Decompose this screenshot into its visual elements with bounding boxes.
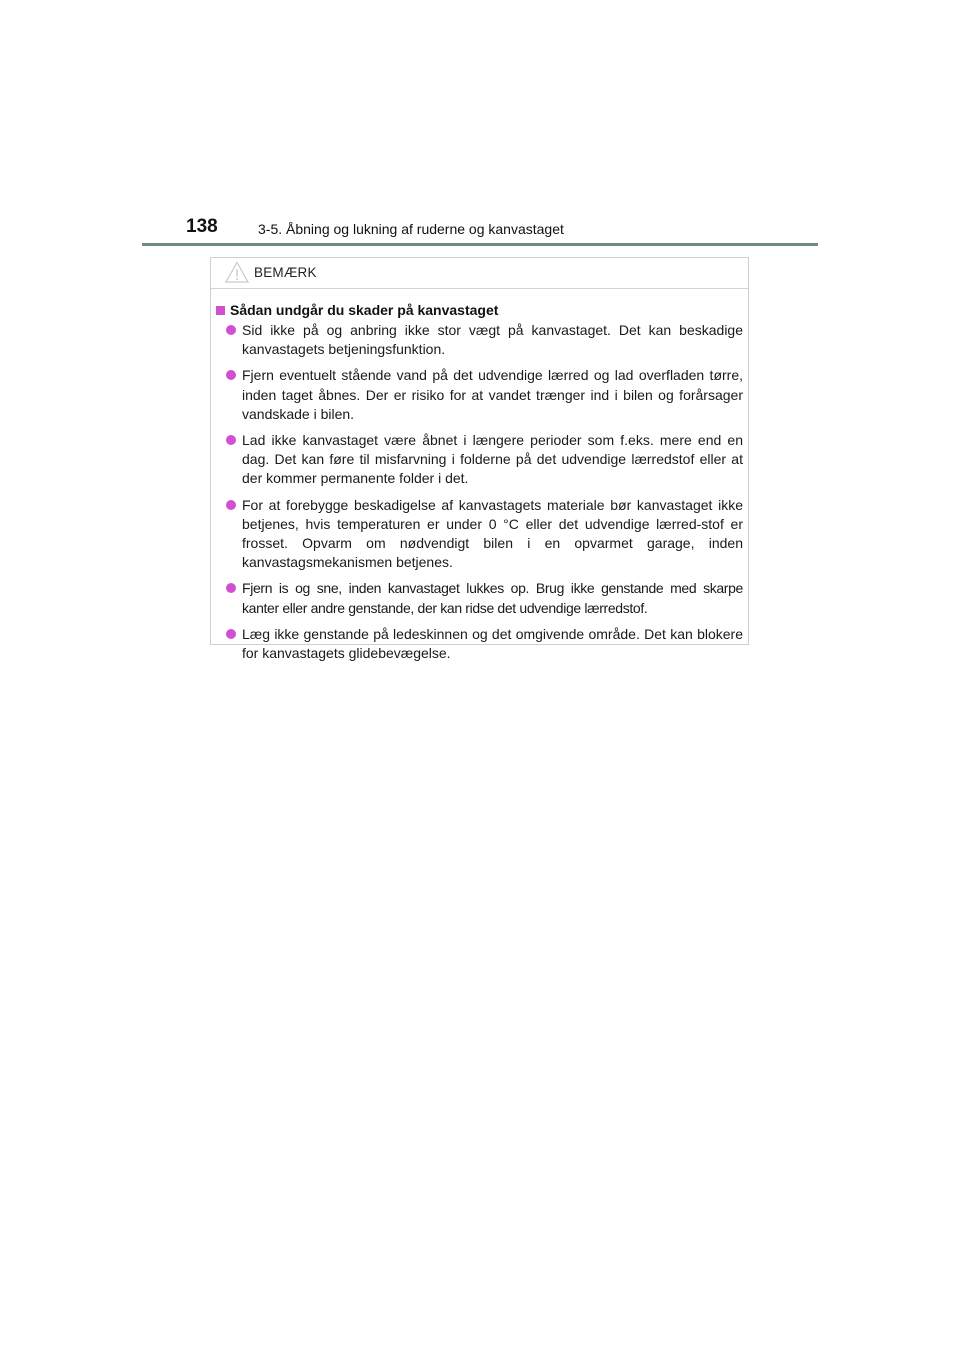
notice-label: BEMÆRK	[254, 265, 317, 280]
list-item	[216, 321, 743, 359]
warning-triangle-icon	[225, 261, 249, 283]
bullet-dot-icon	[226, 629, 236, 639]
list-item	[216, 431, 743, 489]
list-item-text: Lad ikke kanvastaget være åbnet i længere perioder som f.eks. mere end en dag. Det kan føre til misfarvning i folderne på det udvendige lærredstof eller at der kommer permanente folder i det.	[242, 432, 743, 487]
bullet-dot-icon	[226, 435, 236, 445]
bullet-dot-icon	[226, 370, 236, 380]
notice-box	[210, 257, 749, 662]
list-item-text: Fjern eventuelt stående vand på det udvendige lærred og lad overfladen tørre, inden taget åbnes. Der er risiko for at vandet trænger ind i bilen og forårsager vandskade i bilen.	[242, 367, 743, 422]
square-bullet-icon	[216, 306, 225, 315]
chapter-title: 3-5. Åbning og lukning af ruderne og kanvastaget	[258, 221, 564, 237]
page-number: 138	[186, 216, 218, 237]
section-heading	[216, 302, 498, 318]
header-divider	[142, 243, 818, 246]
list-item-text: For at forebygge beskadigelse af kanvastagets materiale bør kanvastaget ikke betjenes, hvis temperaturen er under 0 °C eller det udvendige lærred-stof er frosset. Opvarm om nødvendigt bilen i en opvarmet garage, inden kanvastagsmekanismen betjenes.	[242, 496, 743, 571]
notice-header	[211, 258, 748, 289]
list-item	[216, 496, 743, 573]
list-item	[216, 625, 743, 663]
list-item-text: Læg ikke genstande på ledeskinnen og det omgivende område. Det kan blokere for kanvastagets glidebevægelse.	[242, 625, 743, 662]
list-item	[216, 579, 743, 617]
section-heading-text: Sådan undgår du skader på kanvastaget	[230, 302, 499, 318]
list-item-text: Fjern is og sne, inden kanvastaget lukkes op. Brug ikke genstande med skarpe kanter eller andre genstande, der kan ridse det udvendige lærredstof.	[242, 580, 743, 616]
bullet-dot-icon	[226, 325, 236, 335]
bullet-dot-icon	[226, 500, 236, 510]
list-item-text: Sid ikke på og anbring ikke stor vægt på kanvastaget. Det kan beskadige kanvastagets betjeningsfunktion.	[242, 322, 743, 358]
bullet-list	[216, 321, 743, 670]
bullet-dot-icon	[226, 583, 236, 593]
list-item	[216, 366, 743, 424]
